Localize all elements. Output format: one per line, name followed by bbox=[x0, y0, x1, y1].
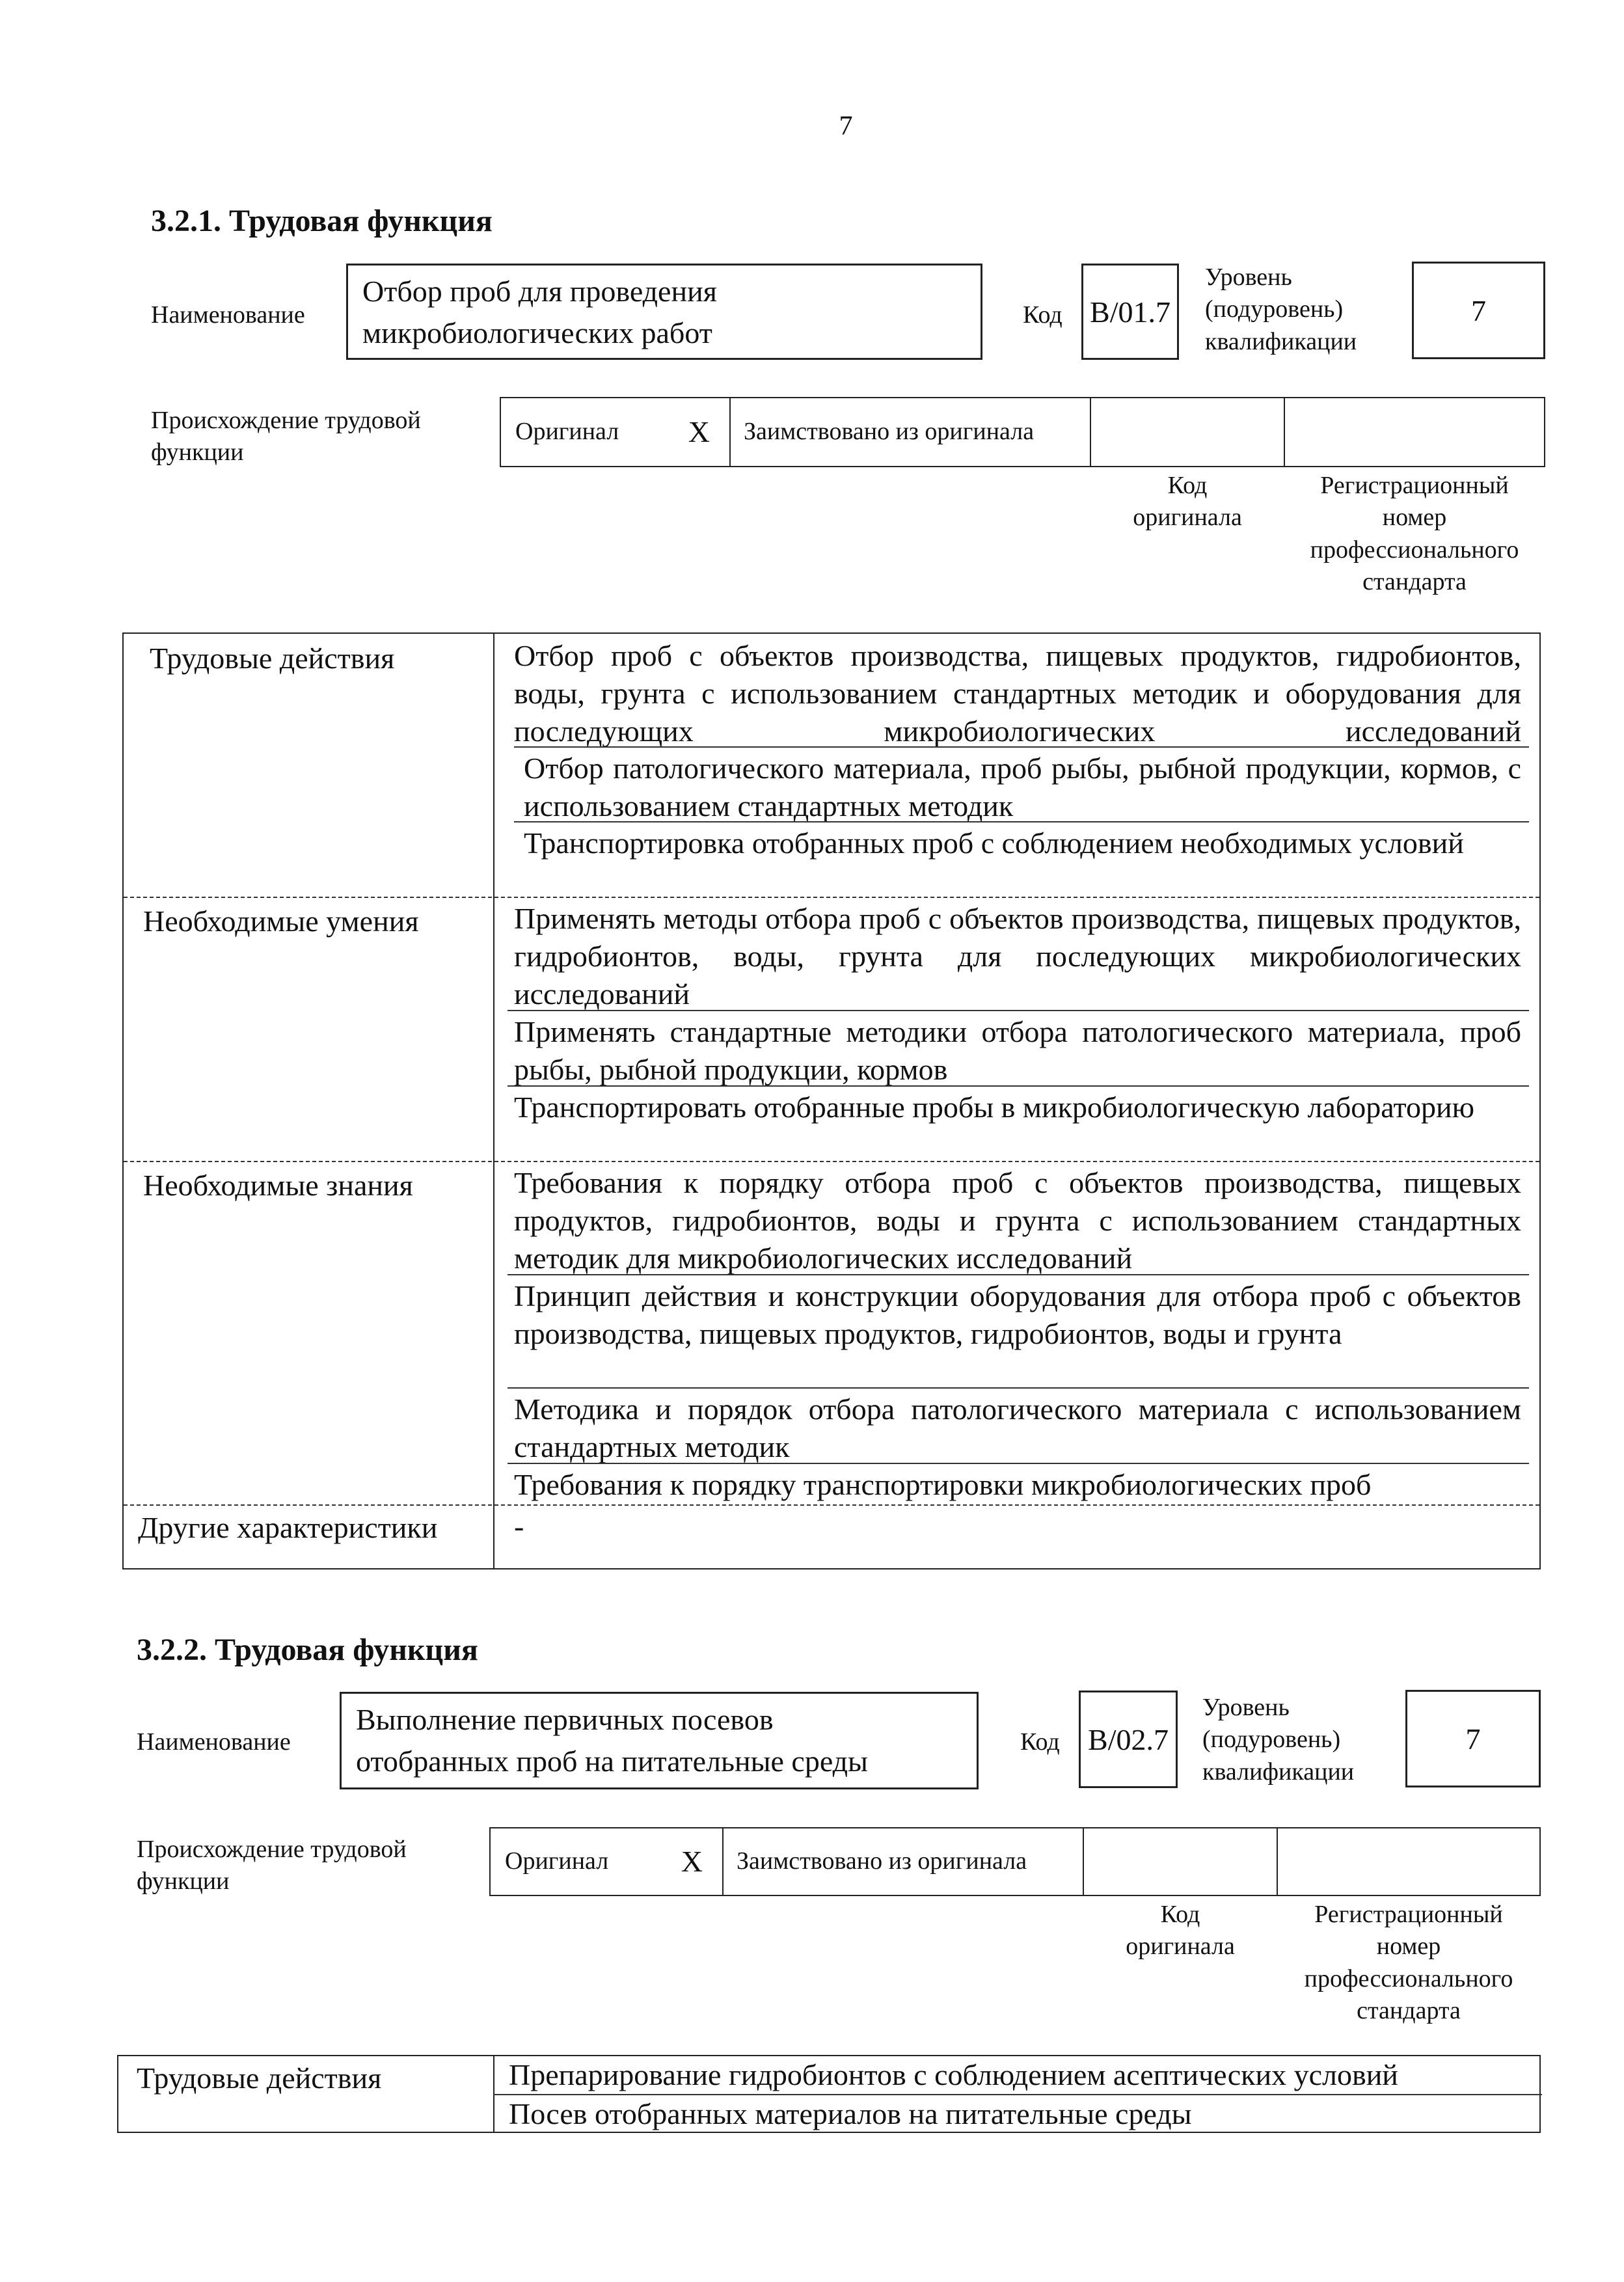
function-name-line-2: микробиологических работ bbox=[362, 316, 712, 349]
section-title: 3.2.1. Трудовая функция bbox=[151, 204, 493, 238]
origin-table bbox=[500, 397, 1545, 467]
origin-mark: X bbox=[688, 415, 710, 449]
function-name-line-1: Выполнение первичных посевов bbox=[356, 1703, 774, 1736]
function-name-box bbox=[346, 264, 982, 360]
origin-code-cell bbox=[1090, 397, 1285, 467]
caption-code-original: Код оригинала bbox=[1126, 1901, 1235, 1961]
origin-borrowed-cell: Заимствовано из оригинала bbox=[722, 1827, 1084, 1896]
skill-item: Применять методы отбора проб с объектов производства, пищевых продуктов, гидробионтов, воды, грунта для последующих микробиологических исследований bbox=[514, 902, 1521, 1011]
level-value: 7 bbox=[1412, 262, 1545, 359]
code-label: Код bbox=[1023, 301, 1062, 329]
knowledge-item: Принцип действия и конструкции оборудования для отбора проб с объектов производства, пищевых продуктов, гидробионтов, воды и грунта bbox=[514, 1279, 1521, 1350]
code-label: Код bbox=[1020, 1728, 1060, 1756]
other-item: - bbox=[514, 1510, 524, 1543]
skill-item: Транспортировать отобранные пробы в микробиологическую лабораторию bbox=[514, 1091, 1474, 1124]
origin-label: Происхождение трудовой функции bbox=[137, 1836, 407, 1895]
code-value: B/02.7 bbox=[1079, 1691, 1178, 1788]
origin-table bbox=[489, 1827, 1541, 1896]
name-label: Наименование bbox=[137, 1728, 291, 1756]
origin-code-cell bbox=[1083, 1827, 1278, 1896]
caption-registration: Регистрационный номер профессионального стандарта bbox=[1304, 1901, 1513, 2025]
row-label-knowledge: Необходимые знания bbox=[143, 1169, 413, 1202]
skill-item: Применять стандартные методики отбора патологического материала, проб рыбы, рыбной продукции, кормов bbox=[514, 1015, 1521, 1086]
row-label-actions: Трудовые действия bbox=[137, 2061, 382, 2095]
action-item: Посев отобранных материалов на питательные среды bbox=[509, 2097, 1192, 2130]
level-value: 7 bbox=[1405, 1690, 1541, 1787]
origin-label: Происхождение трудовой функции bbox=[151, 407, 421, 467]
origin-reg-cell bbox=[1277, 1827, 1541, 1896]
origin-borrowed-cell: Заимствовано из оригинала bbox=[729, 397, 1091, 467]
action-item: Отбор патологического материала, проб рыбы, рыбной продукции, кормов, с использованием стандартных методик bbox=[524, 752, 1521, 822]
page-number: 7 bbox=[839, 111, 853, 141]
action-item: Транспортировка отобранных проб с соблюдением необходимых условий bbox=[524, 826, 1464, 860]
level-label: Уровень (подуровень) квалификации bbox=[1202, 1694, 1355, 1786]
function-name-line-1: Отбор проб для проведения bbox=[362, 275, 717, 308]
requirements-table bbox=[117, 2055, 1541, 2133]
origin-original-cell: Оригинал X bbox=[489, 1827, 724, 1896]
origin-mark: X bbox=[681, 1845, 703, 1879]
row-label-other: Другие характеристики bbox=[138, 1511, 438, 1544]
function-name-box bbox=[340, 1692, 979, 1789]
function-name-line-2: отобранных проб на питательные среды bbox=[356, 1745, 868, 1778]
caption-code-original: Код оригинала bbox=[1133, 472, 1242, 532]
row-label-skills: Необходимые умения bbox=[143, 904, 419, 938]
origin-reg-cell bbox=[1284, 397, 1545, 467]
level-label: Уровень (подуровень) квалификации bbox=[1205, 264, 1357, 355]
section-title: 3.2.2. Трудовая функция bbox=[137, 1633, 478, 1667]
requirements-table bbox=[122, 632, 1541, 1569]
row-label-actions: Трудовые действия bbox=[150, 642, 395, 675]
knowledge-item: Методика и порядок отбора патологического материала с использованием стандартных методик bbox=[514, 1392, 1521, 1463]
knowledge-item: Требования к порядку отбора проб с объектов производства, пищевых продуктов, гидробионтов, воды и грунта с использованием стандартных методик для микробиологических исследований bbox=[514, 1166, 1521, 1275]
action-item: Отбор проб с объектов производства, пищевых продуктов, гидробионтов, воды, грунта с использованием стандартных методик и оборудования для последующих микробиологических исследований bbox=[514, 639, 1521, 748]
caption-registration: Регистрационный номер профессионального стандарта bbox=[1310, 472, 1519, 596]
name-label: Наименование bbox=[151, 301, 305, 329]
code-value: B/01.7 bbox=[1081, 264, 1179, 360]
action-item: Препарирование гидробионтов с соблюдением асептических условий bbox=[509, 2058, 1398, 2091]
knowledge-item: Требования к порядку транспортировки микробиологических проб bbox=[514, 1468, 1372, 1501]
origin-original-cell: Оригинал X bbox=[500, 397, 731, 467]
